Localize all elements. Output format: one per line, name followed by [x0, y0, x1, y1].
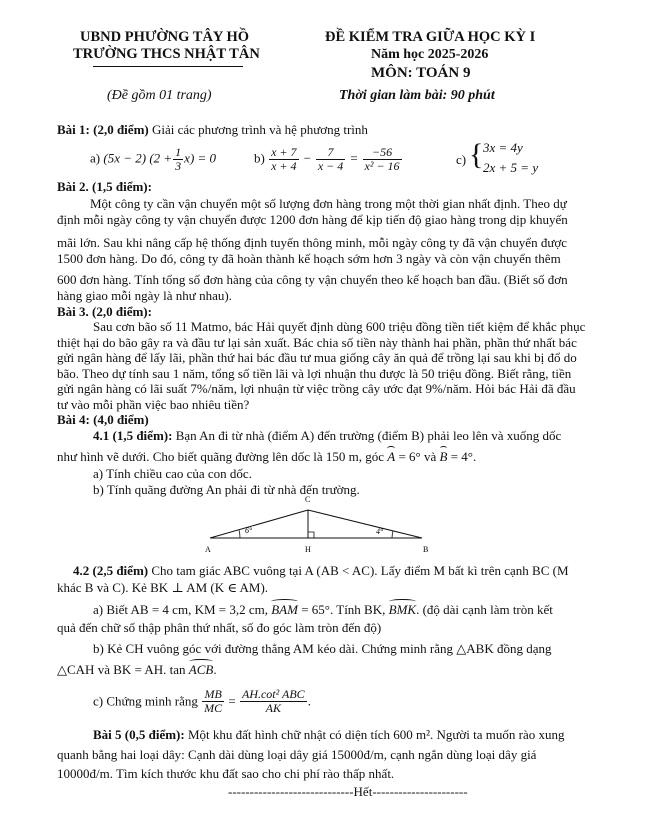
angle-arc-a [239, 530, 240, 538]
bai4-1-angle-a: A [387, 449, 396, 464]
bai4-2-a-text1: a) Biết AB = 4 cm, KM = 3,2 cm, [93, 602, 268, 617]
bai1-b-frac3-den: x² − 16 [364, 159, 400, 173]
bai4-2-a-angle-bmk: BMK [388, 602, 417, 617]
bai1-b-frac1 [269, 146, 298, 173]
right-angle-mark [308, 532, 314, 538]
bai4-2-a-angle-bam: BAM [271, 602, 298, 617]
bai1-a-frac-den: 3 [175, 159, 182, 173]
bai1-a-paren-open: (2 + [149, 150, 173, 166]
bai3-heading: Bài 3. (2,0 điểm): [57, 304, 152, 319]
bai4-2-b-text: △CAH và BK = AH. tan [57, 662, 186, 677]
segment-cb [308, 510, 422, 538]
bai1-b-frac3 [363, 146, 402, 173]
bai4-2-line1 [73, 563, 569, 579]
bai1-a-frac-num: 1 [175, 145, 182, 159]
bai4-1-line1 [93, 428, 561, 444]
bai2-line5: 600 đơn hàng. Tính tổng số đơn hàng của công ty vận chuyển theo kế hoạch ban đầu. (Biết số đơn [57, 272, 568, 287]
bai1-text: Giải các phương trình và hệ phương trình [151, 122, 368, 137]
bai4-2-c-eq: = [228, 693, 236, 709]
bai4-1-label: 4.1 (1,5 điểm): [93, 428, 173, 443]
bai4-2-c-frac1 [202, 688, 224, 715]
bai4-2-b-angle-acb: ACB [188, 662, 214, 677]
bai1-eq-a [90, 146, 216, 173]
label-a: A [205, 545, 211, 554]
bai1-eq-b [254, 146, 403, 173]
bai1-points: (2,0 điểm) [93, 122, 149, 137]
bai4-2-text1: Cho tam giác ABC vuông tại A (AB < AC). Lấy điểm M bất kì trên cạnh BC (M [151, 563, 569, 578]
bai1-heading [57, 122, 368, 138]
bai4-2-c-frac1-den: MC [204, 701, 223, 715]
bai4-2-line2: khác B và C). Kẻ BK ⊥ AM (K ∈ AM). [57, 580, 269, 595]
bai4-2-c-label: c) Chứng minh rằng [93, 693, 198, 709]
bai4-2-c-end: . [307, 693, 311, 709]
bai4-2-c-frac2 [240, 688, 307, 715]
angle-arc-b [392, 531, 393, 538]
bai1-b-frac1-num: x + 7 [271, 145, 297, 159]
bai4-2-label: 4.2 (2,5 điểm) [73, 563, 149, 578]
end-marker: -----------------------------Hết---------------------- [228, 784, 468, 799]
bai1-label: Bài 1: [57, 122, 90, 137]
bai4-1-angle-b: B [439, 449, 448, 464]
bai1-a-label: a) [90, 150, 101, 166]
bai3-line4: bão. Theo dự tính sau 1 năm, tổng số tiền lãi và lợi nhuận thu được là 50 triệu đồng. Biết rằng, tiền [57, 366, 572, 381]
bai5-line3: 10000đ/m. Tìm kích thước khu đất sao cho chi phí rào thấp nhất. [57, 766, 395, 781]
bai1-a-fraction [173, 146, 183, 173]
bai1-b-frac2-num: 7 [316, 146, 345, 160]
bai4-1-angle-b-value: = 4°. [450, 449, 477, 464]
bai5-line1 [93, 727, 565, 743]
label-b: B [423, 545, 429, 554]
bai4-1-question-a: a) Tính chiều cao của con dốc. [93, 466, 252, 481]
bai3-line2: thiệt hại do bão gây ra và đầu tư lại sản xuất. Bác chia số tiền này thành hai phần, phần thứ nhất bác [57, 335, 577, 350]
bai2-line6: hàng giao mỗi ngày là như nhau). [57, 288, 232, 303]
bai4-1-text1: Bạn An đi từ nhà (điểm A) đến trường (điểm B) phải leo lên và xuống dốc [175, 428, 562, 443]
exam-title: ĐỀ KIỂM TRA GIỮA HỌC KỲ I [325, 29, 536, 45]
bai1-c-brace: { [469, 138, 484, 171]
school-year: Năm học 2025-2026 [371, 47, 489, 62]
bai2-line3: mãi lớn. Sau khi nâng cấp hệ thống định tuyến thông minh, mỗi ngày công ty đã vận chuyển được [57, 235, 568, 250]
bai4-2-a-text3: . (độ dài cạnh làm tròn kết [416, 602, 553, 617]
angle-b-label: 4° [376, 527, 384, 536]
bai1-a-left: (5x − 2) [103, 150, 147, 166]
duration: Thời gian làm bài: 90 phút [339, 88, 495, 103]
segment-ac [210, 510, 308, 538]
bai4-2-c-frac2-den: AK [265, 701, 281, 715]
bai4-2-b-end: . [213, 662, 217, 677]
bai4-2-c-frac2-num: AH.cot² ABC [241, 687, 305, 701]
bai1-b-eq: = [349, 150, 359, 166]
bai3-line1: Sau cơn bão số 11 Matmo, bác Hải quyết định dùng 600 triệu đồng tiền tiết kiệm để khắc phục [93, 319, 586, 334]
slope-figure [196, 490, 456, 560]
bai4-2-c-frac1-num: MB [202, 688, 224, 702]
bai2-heading: Bài 2. (1,5 điểm): [57, 179, 152, 194]
bai2-line4: 1500 đơn hàng. Do đó, công ty đã hoàn thành kế hoạch sớm hơn 3 ngày và còn vận chuyển thêm [57, 251, 561, 266]
bai4-2-b-line2 [57, 662, 217, 678]
bai3-line6: tư vào mỗi phần việc bao nhiêu tiền? [57, 397, 250, 412]
bai1-c-eq2: 2x + 5 = y [483, 160, 539, 175]
bai4-2-b-line1: b) Kẻ CH vuông góc với đường thẳng AM kéo dài. Chứng minh rằng △ABK đồng dạng [93, 641, 552, 656]
bai2-line2: định mỗi ngày công ty vận chuyển được 1200 đơn hàng để kịp tiến độ giao hàng trong dịp khuyến [57, 212, 568, 227]
bai1-c-eq1: 3x = 4y [483, 140, 523, 155]
school-underline [93, 66, 243, 67]
bai1-b-frac2-den: x − 4 [317, 159, 344, 173]
bai2-line1: Một công ty cần vận chuyển một số lượng đơn hàng trong một thời gian nhất định. Theo dự [90, 196, 567, 211]
bai1-b-frac2 [316, 146, 345, 173]
bai1-b-frac3-num: −56 [363, 146, 402, 160]
bai4-2-a-line1 [93, 602, 553, 618]
bai1-b-label: b) [254, 150, 265, 166]
bai5-line2: quanh bằng hai loại dây: Cạnh dài dùng loại dây giá 15000đ/m, cạnh ngắn dùng loại dây giá [57, 747, 537, 762]
bai1-a-paren-close: x) = 0 [184, 150, 217, 166]
bai5-text1: Một khu đất hình chữ nhật có diện tích 600 m². Người ta muốn rào xung [187, 727, 565, 742]
label-h: H [305, 545, 311, 554]
bai5-label: Bài 5 (0,5 điểm): [93, 727, 185, 742]
bai1-b-minus: − [302, 150, 312, 166]
bai4-1-angle-a-value: = 6° và [398, 449, 437, 464]
bai3-line3: gửi ngân hàng để lấy lãi, phần thứ hai bác đầu tư mua giống cây ăn quả để trồng lại sau khi bị đổ do [57, 350, 577, 365]
bai4-2-c [93, 688, 311, 715]
bai4-2-a-text2: = 65°. Tính BK, [301, 602, 386, 617]
school-district: UBND PHƯỜNG TÂY HỒ [80, 29, 250, 45]
school-name: TRƯỜNG THCS NHẬT TÂN [73, 46, 260, 62]
page-count-note: (Đề gồm 01 trang) [107, 88, 212, 103]
bai1-c-label: c) [456, 152, 467, 167]
bai1-b-frac1-den: x + 4 [271, 159, 297, 173]
bai4-2-a-line2: quả đến chữ số thập phân thứ nhất, số đo góc làm tròn đến độ) [57, 620, 382, 635]
subject: MÔN: TOÁN 9 [371, 65, 471, 81]
bai4-1-text2: như hình vẽ dưới. Cho biết quãng đường lên dốc là 150 m, góc [57, 449, 384, 464]
bai4-heading: Bài 4: (4,0 điểm) [57, 412, 149, 427]
angle-a-label: 6° [245, 526, 253, 535]
bai4-1-question-b: b) Tính quãng đường An phải đi từ nhà đến trường. [93, 482, 360, 497]
bai3-line5: gửi ngân hàng có lãi suất 7%/năm, lợi nhuận từ việc trồng cây ước đạt 9%/năm. Hỏi bác Hải đã đầu [57, 381, 576, 396]
label-c: C [305, 495, 311, 504]
bai4-1-line2 [57, 449, 476, 465]
